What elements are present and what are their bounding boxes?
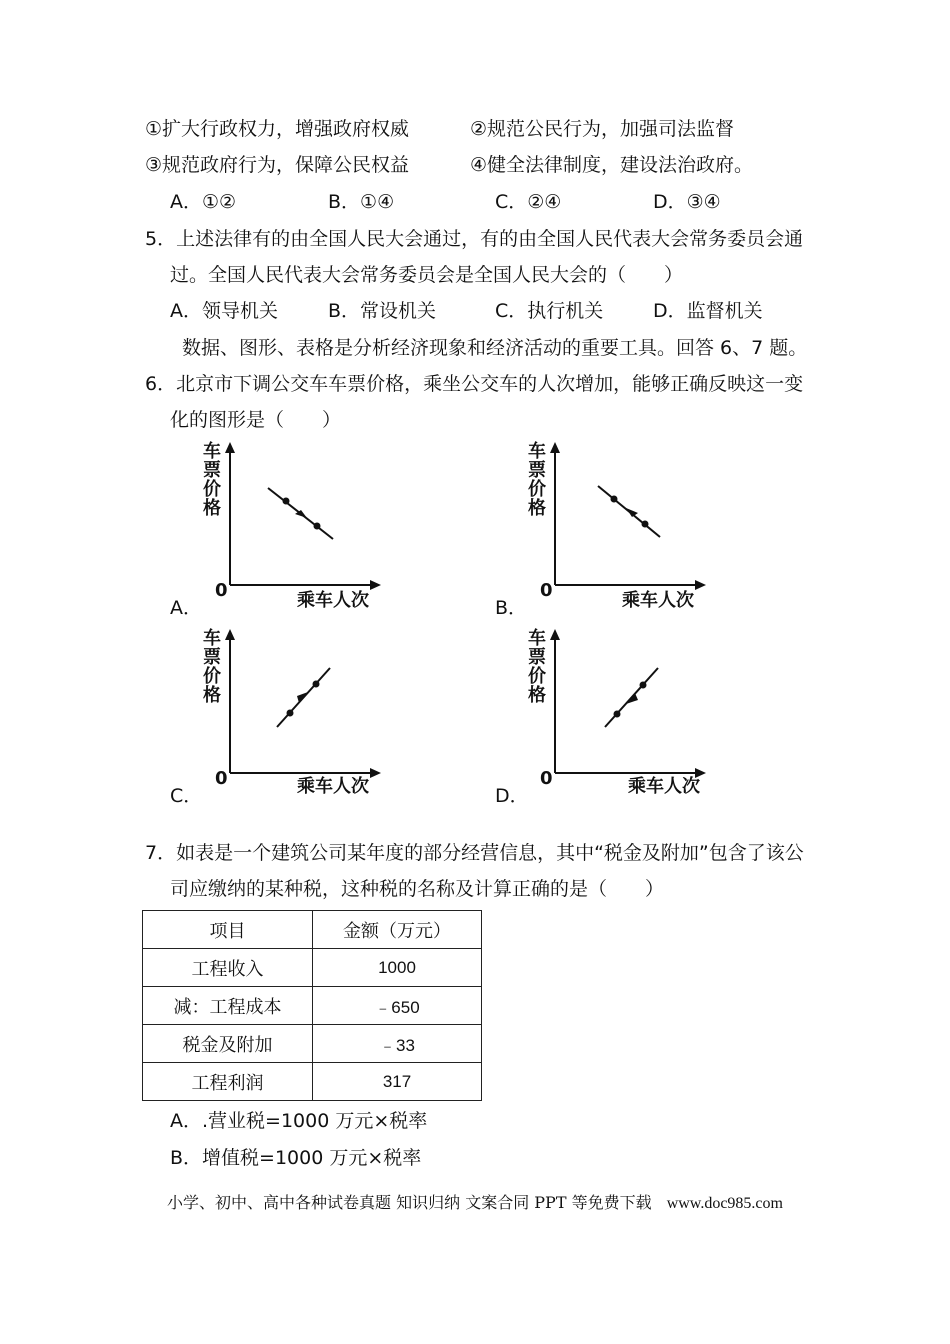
table-cell-item: 工程利润 (143, 1063, 313, 1101)
intro-text: 数据、图形、表格是分析经济现象和经济活动的重要工具。回答 6、7 题。 (182, 337, 808, 359)
q6-option-d: D． (495, 785, 529, 807)
table-cell-item: 税金及附加 (143, 1025, 313, 1063)
q4-option-c: C．②④ (495, 191, 562, 213)
q4-option-d: D．③④ (653, 191, 721, 213)
q4-statement-4: ④健全法律制度，建设法治政府。 (470, 154, 754, 176)
table-row (143, 1063, 482, 1101)
q4-statement-3: ③规范政府行为，保障公民权益 (145, 154, 410, 176)
table-cell-item: 工程收入 (143, 949, 313, 987)
q5-option-a: A．领导机关 (170, 300, 278, 322)
q7-stem-line1: 7．如表是一个建筑公司某年度的部分经营信息，其中“税金及附加”包含了该公 (145, 842, 804, 864)
table-row (143, 949, 482, 987)
chart-a-origin: 0 (215, 580, 228, 601)
q6-option-a: A． (170, 597, 202, 619)
q4-option-a: A．①② (170, 191, 237, 213)
q4-statement-2: ②规范公民行为，加强司法监督 (470, 118, 735, 140)
business-info-table (142, 910, 482, 1101)
q5-option-b: B．常设机关 (328, 300, 437, 322)
chart-b-xlabel: 乘车人次 (622, 590, 694, 611)
q5-option-d: D．监督机关 (653, 300, 763, 322)
chart-c-xlabel: 乘车人次 (297, 776, 369, 797)
chart-b (520, 440, 710, 610)
footer-text: 小学、初中、高中各种试卷真题 知识归纳 文案合同 PPT 等免费下载 (167, 1193, 652, 1212)
table-cell-amount: 317 (313, 1063, 482, 1101)
q6-stem-line1: 6．北京市下调公交车车票价格，乘坐公交车的人次增加，能够正确反映这一变 (145, 373, 804, 395)
chart-a-xlabel: 乘车人次 (297, 590, 369, 611)
chart-c (195, 625, 385, 795)
table-header-row (143, 911, 482, 949)
q5-stem-line2: 过。全国人民代表大会常务委员会是全国人民大会的（ ） (170, 264, 684, 286)
q6-option-b: B． (495, 597, 528, 619)
q5-option-c: C．执行机关 (495, 300, 604, 322)
chart-b-origin: 0 (540, 580, 553, 601)
page-footer (0, 1190, 950, 1213)
chart-a-ylabel: 车票价格 (203, 441, 221, 519)
table-cell-amount: ﹣650 (313, 987, 482, 1025)
q6-stem-line2: 化的图形是（ ） (170, 409, 342, 431)
table-cell-item: 减：工程成本 (143, 987, 313, 1025)
table-row (143, 1025, 482, 1063)
chart-b-ylabel: 车票价格 (528, 441, 546, 519)
table-cell-amount: ﹣33 (313, 1025, 482, 1063)
chart-a (195, 440, 385, 610)
q5-stem-line1: 5．上述法律有的由全国人民大会通过，有的由全国人民代表大会常务委员会通 (145, 228, 804, 250)
chart-c-ylabel: 车票价格 (203, 628, 221, 706)
table-header-item: 项目 (143, 911, 313, 949)
q7-option-a: A．.营业税=1000 万元×税率 (170, 1110, 428, 1132)
q6-option-c: C． (170, 785, 203, 807)
chart-d (520, 625, 710, 795)
footer-url[interactable]: www.doc985.com (666, 1195, 783, 1212)
q4-option-b: B．①④ (328, 191, 395, 213)
table-row (143, 987, 482, 1025)
chart-c-origin: 0 (215, 768, 228, 789)
table-header-amount: 金额（万元） (313, 911, 482, 949)
q7-stem-line2: 司应缴纳的某种税，这种税的名称及计算正确的是（ ） (170, 878, 665, 900)
q7-option-b: B．增值税=1000 万元×税率 (170, 1147, 422, 1169)
chart-d-ylabel: 车票价格 (528, 628, 546, 706)
table-cell-amount: 1000 (313, 949, 482, 987)
q4-statement-1: ①扩大行政权力，增强政府权威 (145, 118, 410, 140)
chart-d-xlabel: 乘车人次 (628, 776, 700, 797)
chart-d-origin: 0 (540, 768, 553, 789)
